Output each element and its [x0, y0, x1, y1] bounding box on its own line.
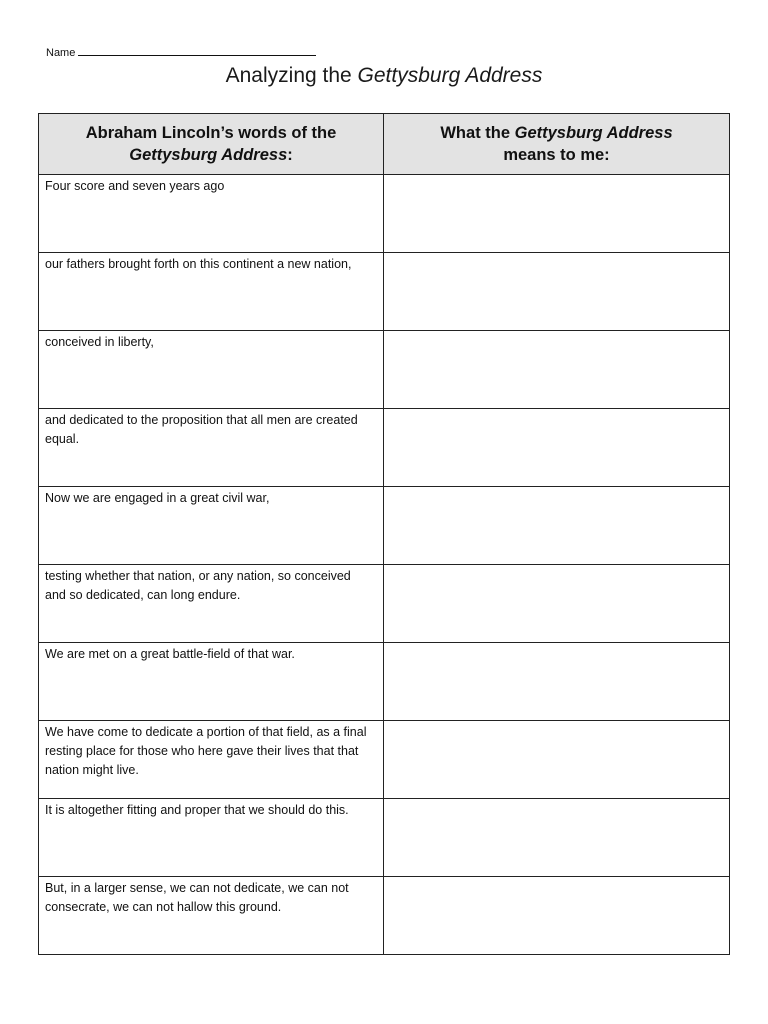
- quote-cell: [39, 565, 384, 643]
- quote-text: and dedicated to the proposition that all men are created equal.: [45, 413, 358, 446]
- quote-text: conceived in liberty,: [45, 335, 154, 349]
- quote-text: But, in a larger sense, we can not dedicate, we can not consecrate, we can not hallow this ground.: [45, 881, 349, 914]
- header-meaning-to-me: [384, 114, 730, 175]
- quote-text: Four score and seven years ago: [45, 179, 225, 193]
- response-cell[interactable]: [384, 253, 730, 331]
- table-row: [39, 721, 730, 799]
- table-row: [39, 175, 730, 253]
- table-row: [39, 565, 730, 643]
- response-cell[interactable]: [384, 565, 730, 643]
- table-row: [39, 799, 730, 877]
- response-cell[interactable]: [384, 331, 730, 409]
- name-label: Name: [46, 47, 76, 59]
- response-cell[interactable]: [384, 643, 730, 721]
- title-emphasis: Gettysburg Address: [357, 64, 543, 87]
- header-right-line2: means to me:: [503, 146, 610, 164]
- table-row: [39, 253, 730, 331]
- quote-text: Now we are engaged in a great civil war,: [45, 491, 270, 505]
- quote-text: testing whether that nation, or any nation, so conceived and so dedicated, can long endure.: [45, 569, 351, 602]
- table-row: [39, 409, 730, 487]
- table-row: [39, 331, 730, 409]
- header-lincoln-words: [39, 114, 384, 175]
- response-cell[interactable]: [384, 877, 730, 955]
- table-header-row: [39, 114, 730, 175]
- quote-cell: [39, 487, 384, 565]
- page-title: [0, 64, 768, 88]
- header-right-prefix: What the: [440, 124, 515, 142]
- quote-cell: [39, 643, 384, 721]
- quote-cell: [39, 409, 384, 487]
- quote-cell: [39, 175, 384, 253]
- response-cell[interactable]: [384, 799, 730, 877]
- table-row: [39, 877, 730, 955]
- header-left-line1: Abraham Lincoln’s words of the: [85, 124, 337, 142]
- table-row: [39, 643, 730, 721]
- response-cell[interactable]: [384, 175, 730, 253]
- quote-text: It is altogether fitting and proper that we should do this.: [45, 803, 349, 817]
- quote-cell: [39, 799, 384, 877]
- quote-cell: [39, 331, 384, 409]
- header-left-emphasis: Gettysburg Address: [129, 146, 288, 164]
- worksheet-table: [38, 113, 730, 955]
- header-left-suffix: :: [287, 146, 293, 164]
- title-prefix: Analyzing the: [225, 64, 358, 87]
- response-cell[interactable]: [384, 409, 730, 487]
- table-row: [39, 487, 730, 565]
- quote-text: our fathers brought forth on this continent a new nation,: [45, 257, 352, 271]
- name-blank-line[interactable]: [78, 46, 316, 56]
- quote-cell: [39, 253, 384, 331]
- quote-cell: [39, 721, 384, 799]
- quote-text: We have come to dedicate a portion of that field, as a final resting place for those who here gave their lives that that nation might live.: [45, 725, 367, 777]
- name-field: [46, 46, 316, 59]
- response-cell[interactable]: [384, 487, 730, 565]
- response-cell[interactable]: [384, 721, 730, 799]
- quote-cell: [39, 877, 384, 955]
- quote-text: We are met on a great battle-field of that war.: [45, 647, 295, 661]
- header-right-emphasis: Gettysburg Address: [514, 124, 673, 142]
